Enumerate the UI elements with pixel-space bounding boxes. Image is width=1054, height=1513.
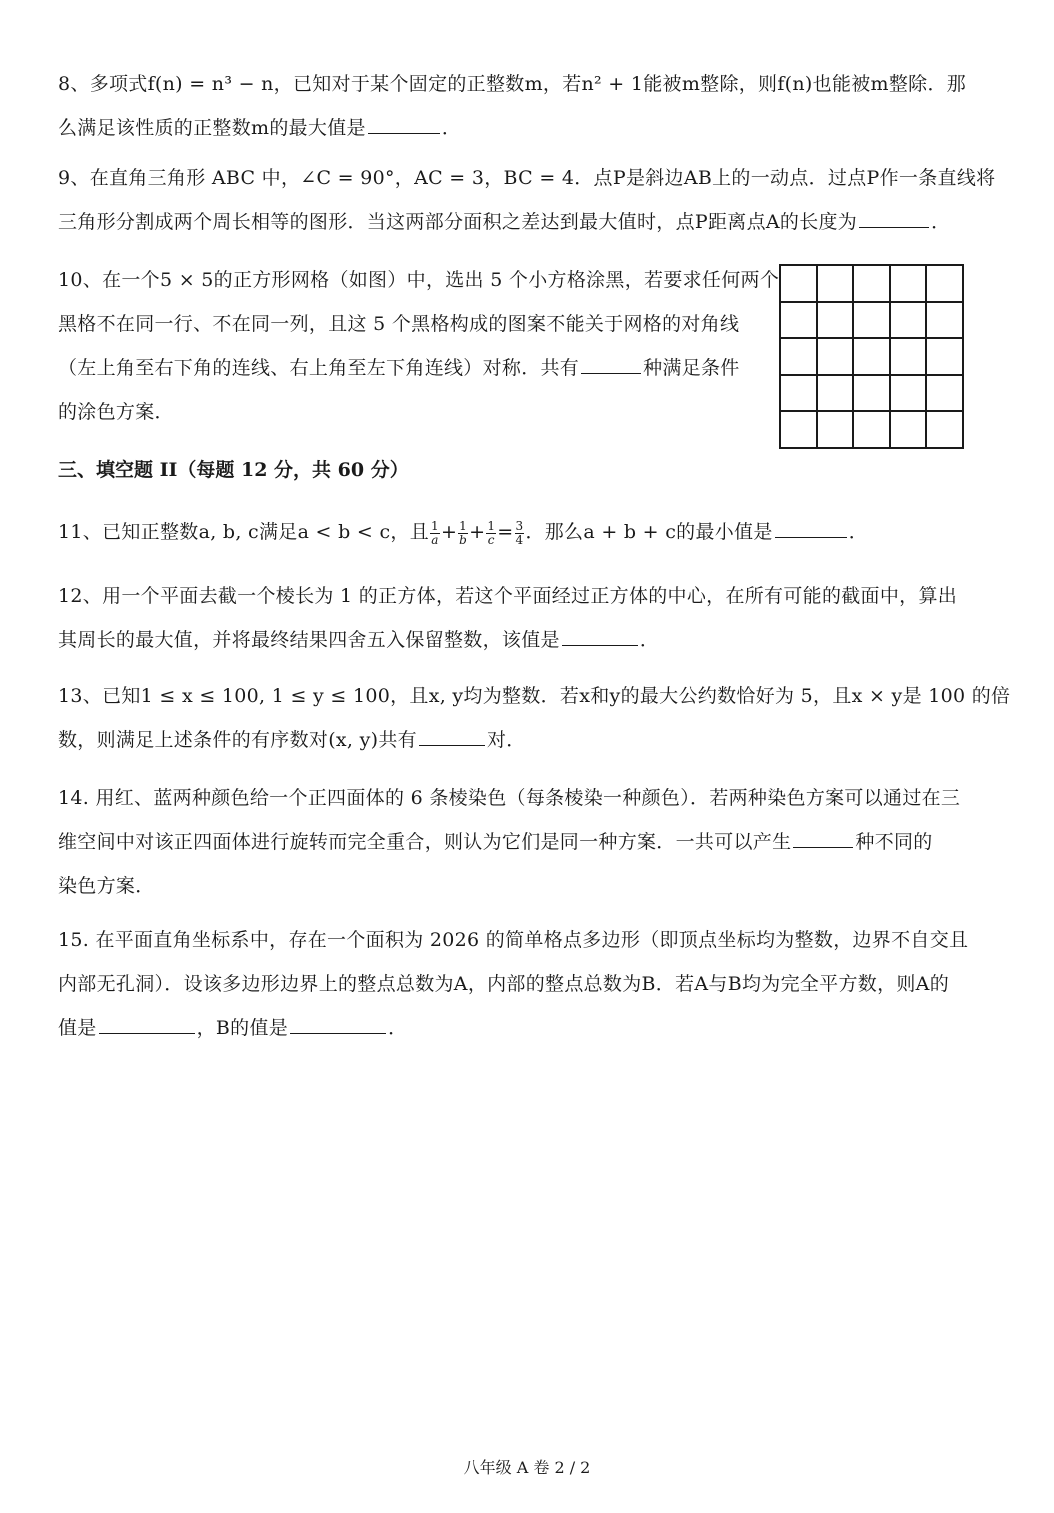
q10-text-b: 种满足条件 bbox=[643, 357, 740, 379]
fraction-1-over-a: $\frac{1}{a}$ bbox=[431, 518, 439, 547]
fraction-1-over-b: $\frac{1}{b}$ bbox=[459, 518, 468, 547]
q8-text: 么满足该性质的正整数m的最大值是 bbox=[58, 117, 366, 139]
answer-blank-q10[interactable] bbox=[581, 349, 641, 374]
grid-cell bbox=[817, 302, 854, 339]
q14-line3: 染色方案． bbox=[58, 875, 155, 897]
q8-line2 bbox=[58, 106, 963, 150]
q8-line1: 8、多项式f(n) = n³ − n，已知对于某个固定的正整数m，若n² + 1能被m整除，则f(n)也能被m整除．那 bbox=[58, 73, 967, 95]
q14-line2: 维空间中对该正四面体进行旋转而完全重合，则认为它们是同一种方案．一共可以产生 种不同的 bbox=[58, 820, 963, 864]
page-footer: 八年级 A 卷 2 / 2 bbox=[463, 1458, 591, 1477]
q15-text-a: 值是 bbox=[58, 1017, 97, 1039]
q10-text: （左上角至右下角的连线、右上角至左下角连线）对称．共有 bbox=[58, 357, 580, 379]
q12-text: 其周长的最大值，并将最终结果四舍五入保留整数，该值是 bbox=[58, 629, 560, 651]
q8-end: ． bbox=[441, 117, 462, 139]
answer-blank-q13[interactable] bbox=[419, 721, 485, 746]
grid-cell bbox=[853, 265, 890, 302]
q13-line1: 13、已知1 ≤ x ≤ 100, 1 ≤ y ≤ 100，且x, y均为整数．若x和y的最大公约数恰好为 5，且x × y是 100 的倍 bbox=[58, 685, 1011, 707]
grid-cell bbox=[926, 302, 963, 339]
q10-line4: 的涂色方案． bbox=[58, 401, 174, 423]
grid-cell bbox=[780, 375, 817, 412]
grid-cell bbox=[780, 411, 817, 448]
answer-blank-q9[interactable] bbox=[859, 203, 929, 228]
q10-line1: 10、在一个5 × 5的正方形网格（如图）中，选出 5 个小方格涂黑，若要求任何两个 bbox=[58, 269, 780, 291]
grid-cell bbox=[817, 265, 854, 302]
question-12 bbox=[58, 574, 963, 662]
grid-cell bbox=[926, 375, 963, 412]
section-heading: 三、填空题 II（每题 12 分，共 60 分） bbox=[58, 459, 409, 481]
question-8 bbox=[58, 62, 967, 150]
grid-cell bbox=[890, 375, 927, 412]
q12-line2: 其周长的最大值，并将最终结果四舍五入保留整数，该值是 ． bbox=[58, 618, 963, 662]
grid-5x5-figure bbox=[779, 264, 964, 449]
answer-blank-q12[interactable] bbox=[562, 621, 638, 646]
fraction-3-over-4: $\frac{3}{4}$ bbox=[515, 518, 524, 547]
q11-post: ．那么a + b + c的最小值是 bbox=[525, 521, 773, 543]
question-14 bbox=[58, 776, 963, 908]
q15-line2: 内部无孔洞）．设该多边形边界上的整点总数为A，内部的整点总数为B．若A与B均为完全平方数，则A的 bbox=[58, 973, 949, 995]
q15-text-b: ，B的值是 bbox=[196, 1017, 289, 1039]
question-10 bbox=[58, 258, 780, 434]
q11-line1: 11、已知正整数a, b, c满足a < b < c，且 $\frac{1}{a}$ + $\frac{1}{b}$ + $\frac{1}{c}$ = $\frac{3}{4}$ ．那么a + b + c的最小值是 ． bbox=[58, 510, 963, 554]
q14-text: 维空间中对该正四面体进行旋转而完全重合，则认为它们是同一种方案．一共可以产生 bbox=[58, 831, 792, 853]
answer-blank-q14[interactable] bbox=[793, 823, 853, 848]
question-9 bbox=[58, 156, 996, 244]
answer-blank-q15-a[interactable] bbox=[99, 1009, 195, 1034]
q9-line2 bbox=[58, 200, 963, 244]
question-13 bbox=[58, 674, 1011, 762]
answer-blank-q8[interactable] bbox=[368, 109, 440, 134]
q11-pre: 11、已知正整数a, b, c满足a < b < c，且 bbox=[58, 521, 429, 543]
q15-line3: 值是 ，B的值是 ． bbox=[58, 1006, 963, 1050]
answer-blank-q15-b[interactable] bbox=[290, 1009, 386, 1034]
grid-cell bbox=[817, 411, 854, 448]
fraction-1-over-c: $\frac{1}{c}$ bbox=[487, 518, 496, 547]
q9-line1: 9、在直角三角形 ABC 中，∠C = 90°，AC = 3，BC = 4．点P是斜边AB上的一动点．过点P作一条直线将 bbox=[58, 167, 996, 189]
grid-cell bbox=[926, 265, 963, 302]
q15-line1: 15. 在平面直角坐标系中，存在一个面积为 2026 的简单格点多边形（即顶点坐标均为整数，边界不自交且 bbox=[58, 929, 969, 951]
q9-end: ． bbox=[931, 211, 951, 233]
grid-cell bbox=[853, 411, 890, 448]
question-15 bbox=[58, 918, 969, 1050]
question-11 bbox=[58, 510, 963, 554]
q12-line1: 12、用一个平面去截一个棱长为 1 的正方体，若这个平面经过正方体的中心，在所有可能的截面中，算出 bbox=[58, 585, 958, 607]
grid-cell bbox=[926, 338, 963, 375]
q9-text: 三角形分割成两个周长相等的图形．当这两部分面积之差达到最大值时，点P距离点A的长度为 bbox=[58, 211, 858, 233]
grid-cell bbox=[853, 302, 890, 339]
grid-cell bbox=[890, 302, 927, 339]
grid-cell bbox=[926, 411, 963, 448]
grid-cell bbox=[853, 338, 890, 375]
grid-cell bbox=[817, 338, 854, 375]
q14-line1: 14. 用红、蓝两种颜色给一个正四面体的 6 条棱染色（每条棱染一种颜色）．若两种染色方案可以通过在三 bbox=[58, 787, 961, 809]
grid-cell bbox=[890, 338, 927, 375]
grid-cell bbox=[780, 302, 817, 339]
q13-line2: 数，则满足上述条件的有序数对(x, y)共有 对． bbox=[58, 718, 963, 762]
grid-cell bbox=[853, 375, 890, 412]
grid-cell bbox=[780, 338, 817, 375]
grid-cell bbox=[817, 375, 854, 412]
grid-cell bbox=[890, 411, 927, 448]
q13-text: 数，则满足上述条件的有序数对(x, y)共有 bbox=[58, 729, 417, 751]
q10-line3 bbox=[58, 346, 758, 390]
answer-blank-q11[interactable] bbox=[775, 513, 847, 538]
grid-cell bbox=[890, 265, 927, 302]
grid-cell bbox=[780, 265, 817, 302]
q10-line2: 黑格不在同一行、不在同一列，且这 5 个黑格构成的图案不能关于网格的对角线 bbox=[58, 313, 740, 335]
